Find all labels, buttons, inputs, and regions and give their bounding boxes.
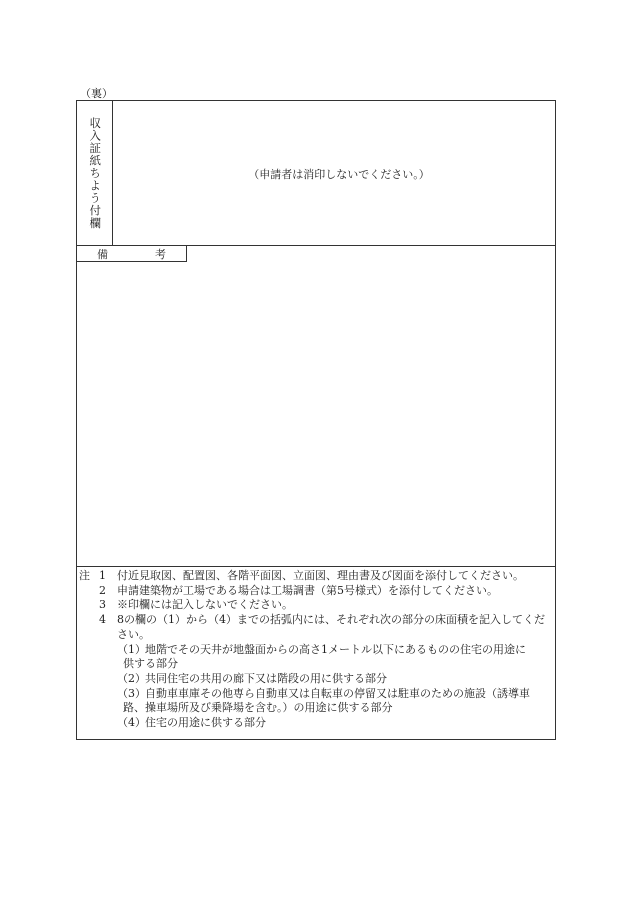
subitem-number: （1） <box>117 642 146 656</box>
note-subitem <box>77 687 555 702</box>
subitem-number: （3） <box>117 686 146 700</box>
subitem-number: （4） <box>117 716 146 730</box>
revenue-stamp-label-cell <box>77 101 113 245</box>
note-number: 1 <box>99 569 106 582</box>
subitem-text: 自動車車庫その他専ら自動車又は自転車の停留又は駐車のための施設（誘導車 <box>145 686 530 700</box>
note-number: 2 <box>99 583 106 597</box>
revenue-stamp-area <box>113 101 555 246</box>
note-number: 4 <box>99 613 106 627</box>
note-item <box>77 613 555 628</box>
revenue-stamp-label: 収入証紙ちよう付欄 <box>88 116 103 230</box>
note-item <box>77 569 555 584</box>
note-subitem <box>77 672 555 687</box>
remarks-section <box>77 246 555 567</box>
application-form-back <box>76 100 556 740</box>
note-subitem <box>77 643 555 658</box>
remarks-header-char-1: 備 <box>97 247 108 261</box>
note-item <box>77 584 555 599</box>
subitem-number: （2） <box>117 671 146 685</box>
note-subitem <box>77 716 555 731</box>
note-text: ※印欄には記入しないでください。 <box>117 598 293 612</box>
note-text: 付近見取図、配置図、各階平面図、立面図、理由書及び図面を添付してください。 <box>117 569 524 582</box>
revenue-stamp-note: （申請者は消印しないでください。） <box>248 167 430 181</box>
note-continuation: さい。 <box>117 627 150 641</box>
page-side-label: （裏） <box>80 87 113 100</box>
note-item <box>77 598 555 613</box>
subitem-text: 住宅の用途に供する部分 <box>145 716 266 730</box>
notes-section <box>77 567 555 731</box>
remarks-header <box>77 246 187 262</box>
note-number: 3 <box>99 598 106 612</box>
note-text: 申請建築物が工場である場合は工場調書（第5号様式）を添付してください。 <box>117 583 498 597</box>
subitem-text: 地階でその天井が地盤面からの高さ1メートル以下にあるものの住宅の用途に <box>145 642 526 656</box>
remarks-header-char-2: 考 <box>155 247 166 261</box>
subitem-continuation: 路、操車場所及び乗降場を含む。）の用途に供する部分 <box>123 701 393 715</box>
subitem-continuation: 供する部分 <box>123 657 178 671</box>
note-text: 8の欄の（1）から（4）までの括弧内には、それぞれ次の部分の床面積を記入してくだ <box>117 613 545 627</box>
subitem-text: 共同住宅の共用の廊下又は階段の用に供する部分 <box>145 671 387 685</box>
revenue-stamp-section <box>77 101 555 246</box>
notes-prefix: 注 <box>79 569 90 582</box>
